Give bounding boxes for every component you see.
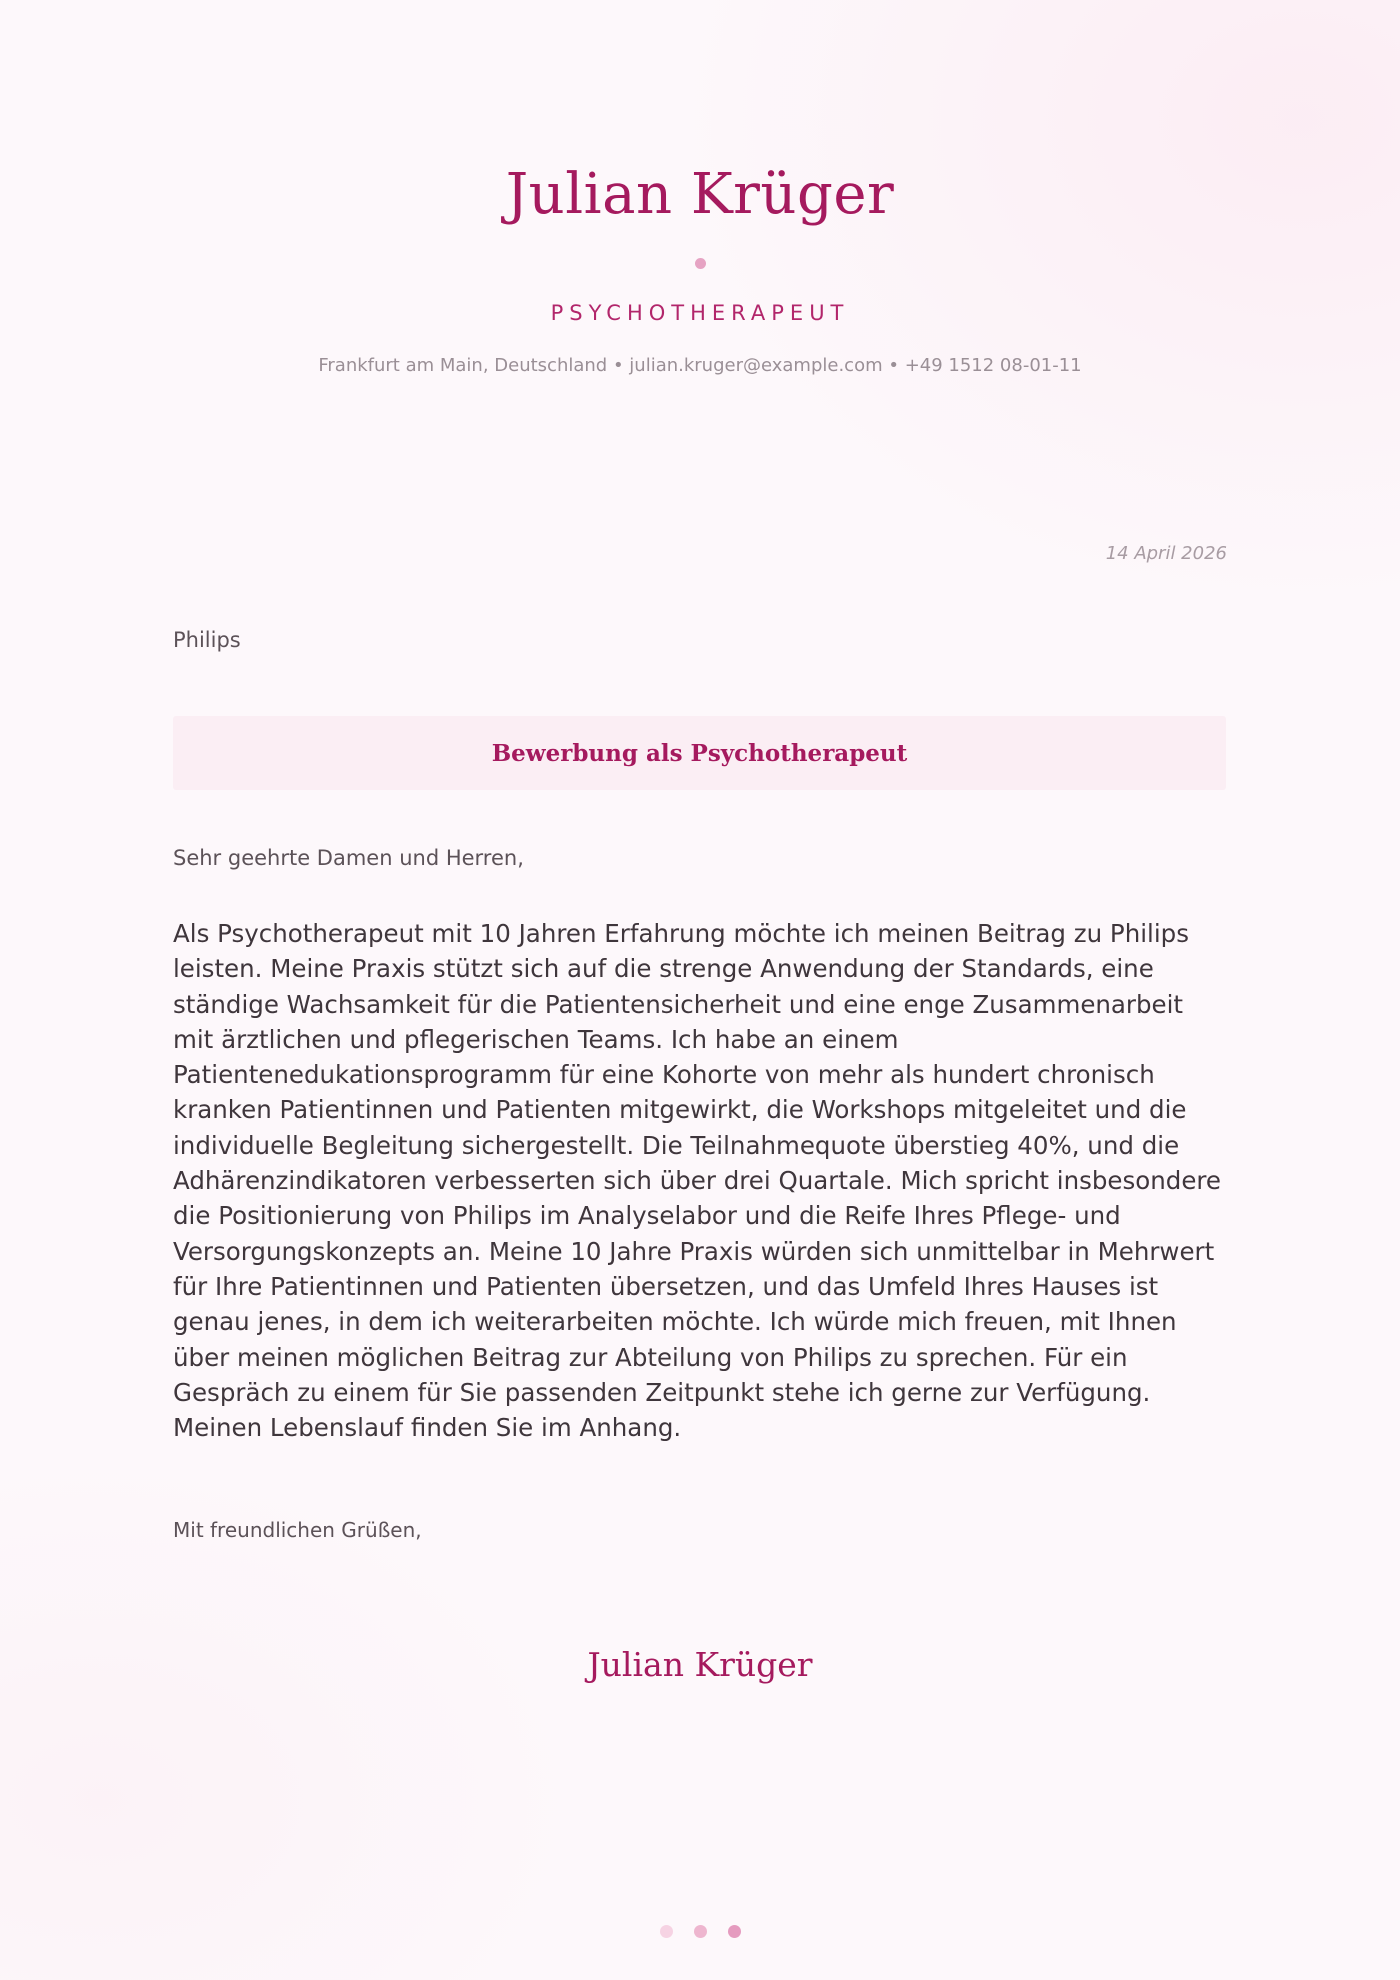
recipient: Philips (173, 628, 241, 652)
letter-header (0, 160, 1400, 377)
subject-banner (173, 716, 1226, 790)
closing: Mit freundlichen Grüßen, (173, 1518, 422, 1542)
indicator-dot (728, 1925, 741, 1938)
signature: Julian Krüger (587, 1645, 813, 1684)
letter-date: 14 April 2026 (1105, 543, 1227, 564)
decorative-dot (695, 258, 706, 269)
sender-role: PSYCHOTHERAPEUT (550, 301, 850, 325)
letter-body: Als Psychotherapeut mit 10 Jahren Erfahrung möchte ich meinen Beitrag zu Philips leisten. Meine Praxis stützt sich auf die strenge Anwendung der Standards, eine ständige Wachsamkeit für die Patientensicherheit und eine enge Zusammenarbeit mit ärztlichen und pflegerischen Teams. Ich habe an einem Patientenedukationsprogramm für eine Kohorte von mehr als hundert chronisch kranken Patientinnen und Patienten mitgewirkt, die Workshops mitgeleitet und die individuelle Begleitung sichergestellt. Die Teilnahmequote überstieg 40%, und die Adhärenzindikatoren verbesserten sich über drei Quartale. Mich spricht insbesondere die Positionierung von Philips im Analyselabor und die Reife Ihres Pflege- und Versorgungskonzepts an. Meine 10 Jahre Praxis würden sich unmittelbar in Mehrwert für Ihre Patientinnen und Patienten übersetzen, und das Umfeld Ihres Hauses ist genau jenes, in dem ich weiterarbeiten möchte. Ich würde mich freuen, mit Ihnen über meinen möglichen Beitrag zur Abteilung von Philips zu sprechen. Für ein Gespräch zu einem für Sie passenden Zeitpunkt stehe ich gerne zur Verfügung. Meinen Lebenslauf finden Sie im Anhang. (173, 919, 1221, 1443)
sender-name: Julian Krüger (505, 162, 895, 227)
indicator-dot (694, 1925, 707, 1938)
indicator-dot (660, 1925, 673, 1938)
letter-subject: Bewerbung als Psychotherapeut (491, 739, 908, 767)
sender-contact: Frankfurt am Main, Deutschland • julian.kruger@example.com • +49 1512 08-01-11 (318, 355, 1082, 376)
page-indicator-dots (0, 1925, 1400, 1938)
salutation: Sehr geehrte Damen und Herren, (173, 846, 524, 870)
